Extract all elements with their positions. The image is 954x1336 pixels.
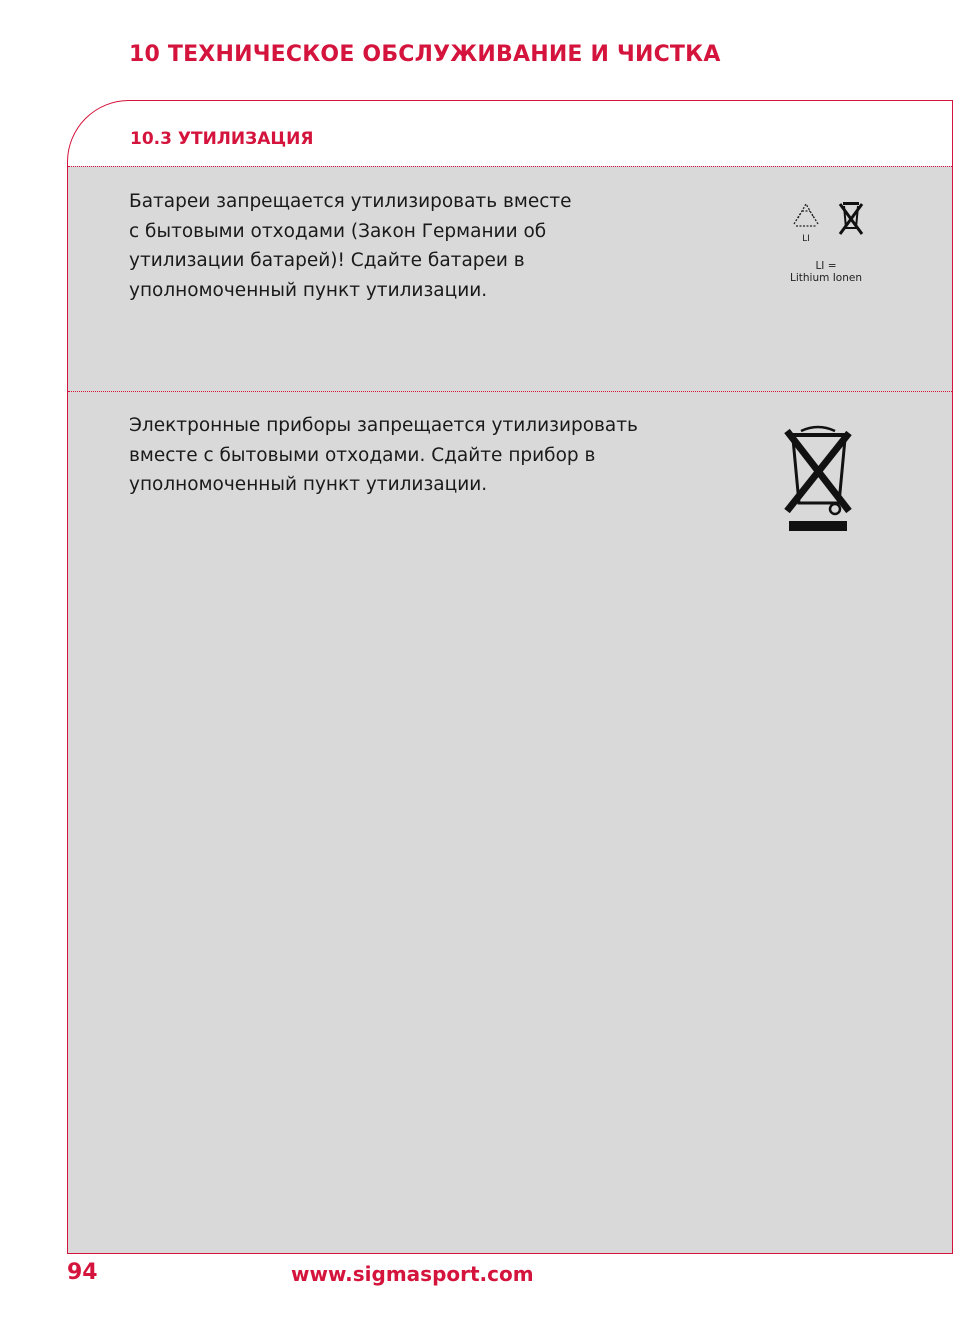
battery-disposal-text bbox=[129, 187, 572, 305]
website-link[interactable]: www.sigmasport.com bbox=[291, 1262, 534, 1286]
battery-text-line: Батареи запрещается утилизировать вместе bbox=[129, 191, 572, 212]
lithium-legend bbox=[784, 260, 868, 284]
page-number: 94 bbox=[67, 1260, 98, 1285]
chapter-title: 10 ТЕХНИЧЕСКОЕ ОБСЛУЖИВАНИЕ И ЧИСТКА bbox=[129, 42, 721, 67]
battery-text-line: с бытовыми отходами (Закон Германии об bbox=[129, 220, 547, 242]
device-text-line: уполномоченный пункт утилизации. bbox=[129, 474, 488, 495]
content-panel bbox=[68, 166, 952, 1253]
battery-text-line: уполномоченный пункт утилизации. bbox=[129, 279, 488, 301]
device-text-line: Электронные приборы запрещается утилизировать bbox=[129, 415, 638, 436]
crossed-wheelie-bin-icon bbox=[781, 425, 855, 533]
device-disposal-text bbox=[129, 411, 638, 500]
legend-line: LI = bbox=[815, 260, 837, 272]
content-frame bbox=[67, 100, 953, 1254]
legend-line: Lithium Ionen bbox=[790, 272, 862, 284]
section-divider bbox=[68, 391, 952, 392]
device-text-line: вместе с бытовыми отходами. Сдайте прибор в bbox=[129, 444, 596, 466]
battery-text-line: утилизации батарей)! Сдайте батареи в bbox=[129, 250, 525, 271]
battery-icon-caption: LI bbox=[802, 234, 810, 244]
crossed-bin-small-icon bbox=[840, 202, 862, 234]
battery-recycle-icon bbox=[794, 204, 818, 226]
section-title: 10.3 УТИЛИЗАЦИЯ bbox=[130, 129, 314, 149]
